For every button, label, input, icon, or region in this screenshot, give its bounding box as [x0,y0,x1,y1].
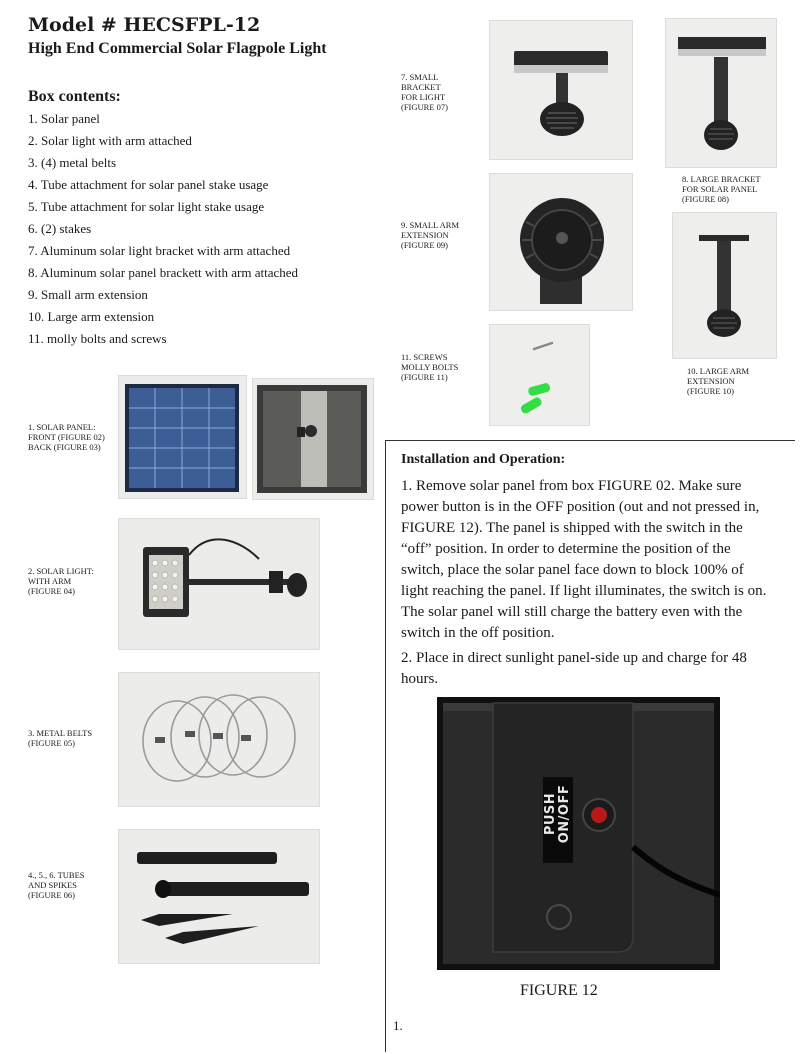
caption-figure-10 [687,366,749,396]
caption-line: 8. LARGE BRACKET [682,174,761,184]
list-item: 10. Large arm extension [28,309,155,324]
caption-line: 3. METAL BELTS [28,728,93,738]
caption-line: 10. LARGE ARM [687,366,750,376]
list-item: 7. Aluminum solar light bracket with arm attached [28,243,291,258]
caption-line: MOLLY BOLTS [401,362,459,372]
caption-line: FOR SOLAR PANEL [682,184,758,194]
list-item: 8. Aluminum solar panel brackett with arm attached [28,265,299,280]
caption-line: 9. SMALL ARM [401,220,460,230]
caption-figure-08 [682,174,761,204]
box-contents-heading: Box contents: [28,88,121,105]
list-item: 1. Solar panel [28,111,100,126]
caption-figure-05 [28,728,92,748]
model-title: Model # HECSFPL-12 [28,14,261,36]
caption-figure-11 [401,352,458,382]
list-item: 2. Solar light with arm attached [28,133,192,148]
figure-04-photo [118,518,320,650]
figure-02-photo [118,375,247,499]
caption-line: EXTENSION [401,230,449,240]
installation-step-2: 2. Place in direct sunlight panel-side up and charge for 48 hours. [401,650,747,687]
box-contents-list [28,108,298,350]
push-on-off-label [544,771,572,857]
installation-step-1: 1. Remove solar panel from box FIGURE 02. Make sure power button is in the OFF position (out and not pressed in, FIGURE 12). The panel is shipped with the switch in the “off” position. In order to determine the position of the switch, place the solar panel face down to block 100% of light reaching the panel. If light illuminates, the switch is on. The solar panel will still charge the battery even with the switch in the off position. [401,478,767,641]
caption-figure-02-03 [28,422,105,452]
figure-09-photo [489,173,633,311]
figure-08-photo [665,18,777,168]
figure-12-photo [437,697,720,970]
product-subtitle: High End Commercial Solar Flagpole Light [28,40,327,57]
figure-12-caption: FIGURE 12 [520,982,598,999]
caption-line: FRONT (FIGURE 02) [28,432,105,442]
caption-line: (FIGURE 06) [28,890,75,900]
figure-03-photo [252,378,374,500]
caption-line: BRACKET [401,82,441,92]
caption-figure-04 [28,566,94,596]
figure-07-photo [489,20,633,160]
caption-line: FOR LIGHT [401,92,446,102]
section-divider [385,440,795,441]
caption-line: 11. SCREWS [401,352,448,362]
figure-06-photo [118,829,320,964]
figure-11-photo [489,324,590,426]
caption-line: (FIGURE 09) [401,240,448,250]
list-item: 3. (4) metal belts [28,155,117,170]
caption-line: 7. SMALL [401,72,439,82]
caption-figure-06 [28,870,85,900]
caption-line: 1. SOLAR PANEL: [28,422,96,432]
installation-heading: Installation and Operation: [401,452,566,467]
caption-line: AND SPIKES [28,880,77,890]
caption-line: (FIGURE 11) [401,372,448,382]
caption-line: (FIGURE 10) [687,386,734,396]
list-item: 4. Tube attachment for solar panel stake usage [28,177,269,192]
figure-05-photo [118,672,320,807]
caption-line: (FIGURE 04) [28,586,75,596]
caption-line: (FIGURE 08) [682,194,729,204]
caption-line: (FIGURE 05) [28,738,75,748]
caption-line: EXTENSION [687,376,735,386]
switch-label-line: PUSH [543,792,558,836]
caption-line: BACK (FIGURE 03) [28,442,101,452]
list-item: 5. Tube attachment for solar light stake usage [28,199,265,214]
caption-figure-09 [401,220,459,250]
page-number: 1. [393,1018,403,1033]
caption-line: 4., 5., 6. TUBES [28,870,85,880]
column-divider [385,440,386,1052]
figure-10-photo [672,212,777,359]
switch-label-line: ON/OFF [557,784,572,844]
caption-line: WITH ARM [28,576,72,586]
list-item: 9. Small arm extension [28,287,148,302]
list-item: 11. molly bolts and screws [28,331,167,346]
caption-figure-07 [401,72,448,112]
caption-line: 2. SOLAR LIGHT: [28,566,94,576]
list-item: 6. (2) stakes [28,221,92,236]
caption-line: (FIGURE 07) [401,102,448,112]
